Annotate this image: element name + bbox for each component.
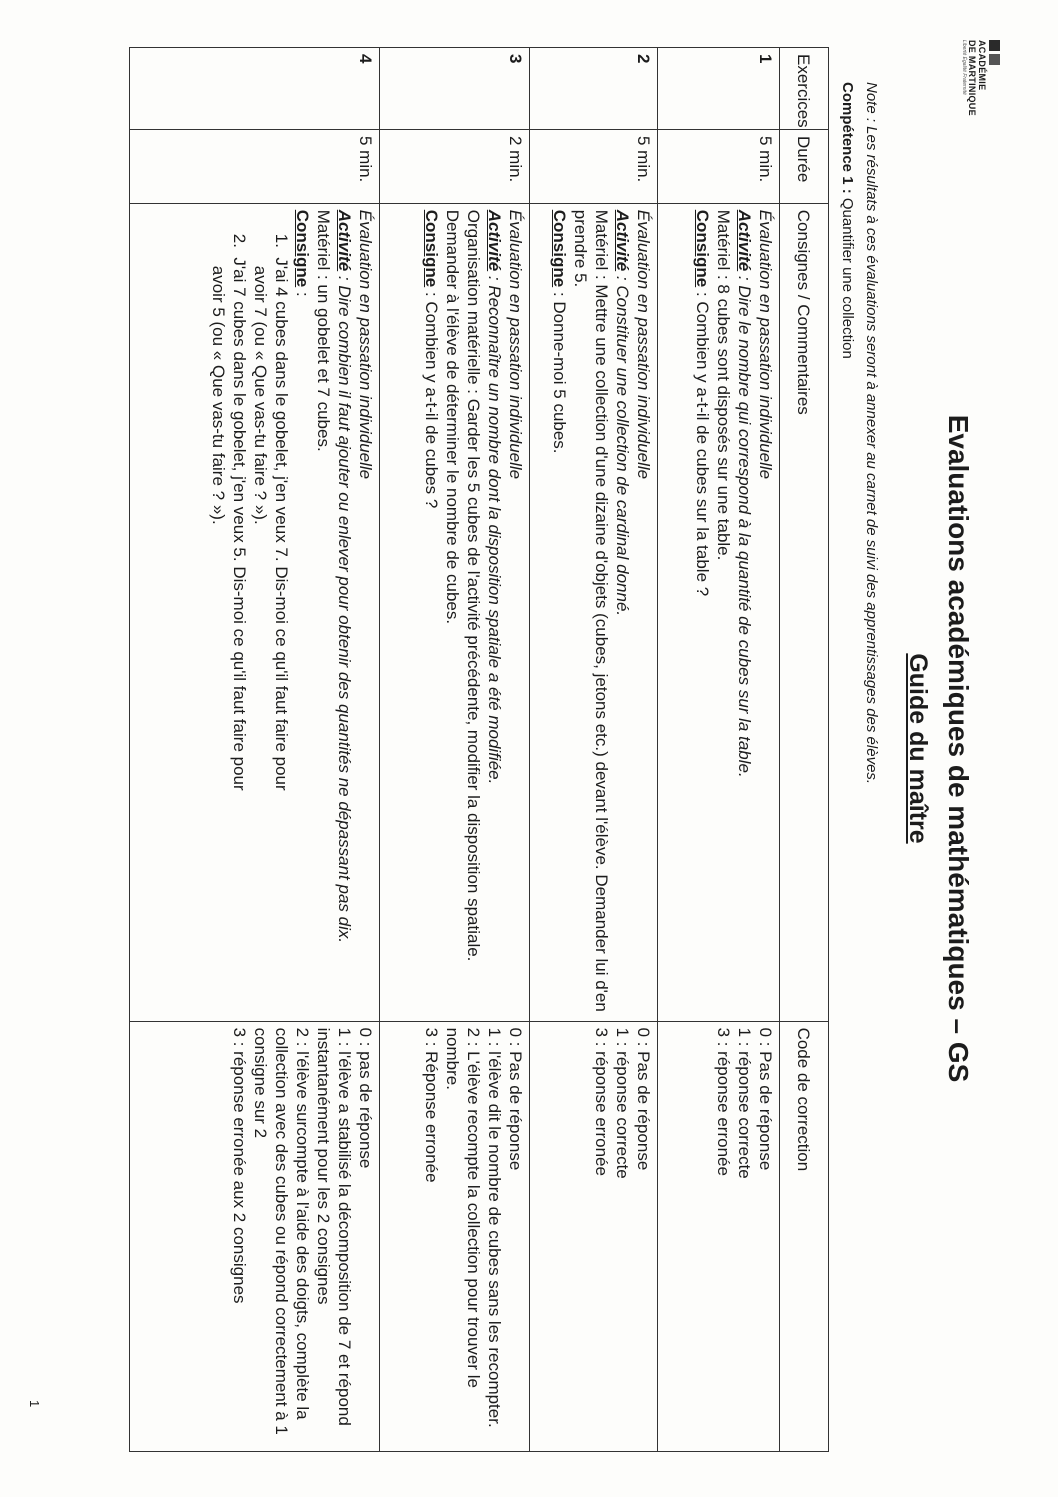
consigne-text: : Combien y a-t-il de cubes ? bbox=[422, 287, 441, 509]
list-item bbox=[271, 210, 292, 1015]
consigne-label: Consigne bbox=[550, 209, 569, 288]
activity-label: Activité bbox=[735, 209, 754, 272]
code-item: 3 : réponse erronée bbox=[714, 1027, 733, 1176]
activity-line bbox=[484, 210, 505, 1015]
exercise-number: 2 bbox=[530, 48, 658, 130]
material-text: Matériel : un gobelet et 7 cubes. bbox=[314, 209, 333, 452]
logo-name-line2: DE MARTINIQUE bbox=[967, 40, 977, 116]
code-item: 3 : réponse erronée bbox=[592, 1027, 611, 1176]
exercise-number: 3 bbox=[380, 48, 530, 130]
code-item: 2 : L'élève recompte la collection pour trouver le nombre. bbox=[443, 1027, 483, 1388]
intro-text: Évaluation en passation individuelle bbox=[506, 209, 525, 480]
code-item: 0 : Pas de réponse bbox=[756, 1027, 775, 1171]
logo-motto: Liberté Égalité Fraternité bbox=[961, 40, 967, 95]
competence-text: Quantifier une collection bbox=[839, 193, 856, 359]
consigne-label: Consigne bbox=[693, 209, 712, 288]
consigne-line bbox=[692, 210, 713, 1015]
code-item: 2 : l'élève surcompte à l'aide des doigts, complète la collection avec des cubes ou répond correctement à 1 consigne sur 2 bbox=[251, 1027, 312, 1435]
consigne-text: : Combien y a-t-il de cubes sur la table ? bbox=[693, 287, 712, 597]
exercise-duration: 5 min. bbox=[530, 129, 658, 203]
exercise-duration: 5 min. bbox=[130, 129, 380, 203]
page-number: 1 bbox=[27, 1400, 42, 1408]
correction-codes bbox=[530, 1021, 658, 1451]
intro-text: Évaluation en passation individuelle bbox=[634, 209, 653, 480]
table-header-row bbox=[780, 48, 829, 1452]
list-text: J'ai 4 cubes dans le gobelet, j'en veux 7. Dis-moi ce qu'il faut faire pour bbox=[272, 257, 291, 791]
activity-label: Activité bbox=[613, 209, 632, 272]
exercise-number: 4 bbox=[130, 48, 380, 130]
activity-text: : Dire combien il faut ajouter ou enlever pour obtenir des quantités ne dépassant pas dix. bbox=[335, 271, 354, 944]
list-text: J'ai 7 cubes dans le gobelet, j'en veux 5. Dis-moi ce qu'il faut faire pour bbox=[230, 257, 249, 791]
code-item: 1 : réponse correcte bbox=[613, 1027, 632, 1179]
note: Note : Les résultats à ces évaluations seront à annexer au carnet de suivi des apprentissages des élèves. bbox=[863, 82, 880, 785]
list-item-continuation: avoir 7 (ou « Que vas-tu faire ? »). bbox=[251, 265, 270, 525]
exercise-instructions bbox=[530, 203, 658, 1021]
consigne-label: Consigne bbox=[422, 209, 441, 288]
code-item: 1 : réponse correcte bbox=[735, 1027, 754, 1179]
competence-label: Compétence 1 : bbox=[839, 82, 856, 194]
exercise-instructions bbox=[658, 203, 780, 1021]
list-number: 1. bbox=[272, 233, 291, 248]
activity-text: : Dire le nombre qui correspond à la quantité de cubes sur la table. bbox=[735, 271, 754, 778]
marianne-logo-icon bbox=[989, 40, 1000, 116]
code-item: 1 : l'élève a stabilisé la décomposition de 7 et répond instantanément pour les 2 consignes bbox=[314, 1027, 354, 1426]
header-duree: Durée bbox=[780, 129, 829, 203]
code-item: 3 : Réponse erronée bbox=[422, 1027, 441, 1183]
code-item: 0 : Pas de réponse bbox=[506, 1027, 525, 1171]
exercise-instructions bbox=[130, 203, 380, 1021]
page-title: Evaluations académiques de mathématiques – GS bbox=[943, 414, 974, 1083]
correction-codes bbox=[380, 1021, 530, 1451]
activity-line bbox=[612, 210, 633, 1015]
table-row bbox=[658, 48, 780, 1452]
page-subtitle: Guide du maître bbox=[904, 653, 932, 844]
header-exercices: Exercices bbox=[780, 48, 829, 130]
material-text: Organisation matérielle : Garder les 5 cubes de l'activité précédente, modifier la disposition spatiale. Demander à l'élève de déterminer le nombre de cubes. bbox=[443, 209, 483, 962]
consigne-text: : bbox=[293, 287, 312, 297]
consigne-text: : Donne-moi 5 cubes. bbox=[550, 287, 569, 454]
code-item: 0 : pas de réponse bbox=[356, 1027, 375, 1169]
competence-line bbox=[839, 82, 856, 359]
intro-text: Évaluation en passation individuelle bbox=[756, 209, 775, 480]
exercise-number: 1 bbox=[658, 48, 780, 130]
intro-text: Évaluation en passation individuelle bbox=[356, 209, 375, 480]
table-row bbox=[530, 48, 658, 1452]
activity-line bbox=[734, 210, 755, 1015]
list-number: 2. bbox=[230, 233, 249, 248]
code-item: 1 : l'élève dit le nombre de cubes sans les recompter. bbox=[485, 1027, 504, 1428]
table-row bbox=[380, 48, 530, 1452]
consigne-line bbox=[292, 210, 313, 1015]
correction-codes bbox=[658, 1021, 780, 1451]
activity-text: : Constituer une collection de cardinal donné. bbox=[613, 271, 632, 617]
list-item-continuation: avoir 5 (ou « Que vas-tu faire ? »). bbox=[209, 265, 228, 525]
exercise-duration: 2 min. bbox=[380, 129, 530, 203]
activity-text: : Reconnaître un nombre dont la disposition spatiale a été modifiée. bbox=[485, 271, 504, 785]
material-text: Matériel : Mettre une collection d'une dizaine d'objets (cubes, jetons etc.) devant l'élève. Demander lui d'en prendre 5. bbox=[571, 209, 611, 1012]
list-item bbox=[229, 210, 250, 1015]
correction-codes bbox=[130, 1021, 380, 1451]
header-code: Code de correction bbox=[780, 1021, 829, 1451]
activity-label: Activité bbox=[335, 209, 354, 272]
code-item: 3 : réponse erronée aux 2 consignes bbox=[230, 1027, 249, 1304]
consigne-line bbox=[549, 210, 570, 1015]
consigne-label: Consigne bbox=[293, 209, 312, 288]
activity-label: Activité bbox=[485, 209, 504, 272]
exercise-instructions bbox=[380, 203, 530, 1021]
exercise-duration: 5 min. bbox=[658, 129, 780, 203]
activity-line bbox=[334, 210, 355, 1015]
material-text: Matériel : 8 cubes sont disposés sur une table. bbox=[714, 209, 733, 561]
table-row bbox=[130, 48, 380, 1452]
code-item: 0 : Pas de réponse bbox=[634, 1027, 653, 1171]
exercise-table bbox=[129, 47, 829, 1452]
header-consignes: Consignes / Commentaires bbox=[780, 203, 829, 1021]
logo-name-line1: ACADÉMIE bbox=[977, 40, 987, 91]
consigne-line bbox=[421, 210, 442, 1015]
